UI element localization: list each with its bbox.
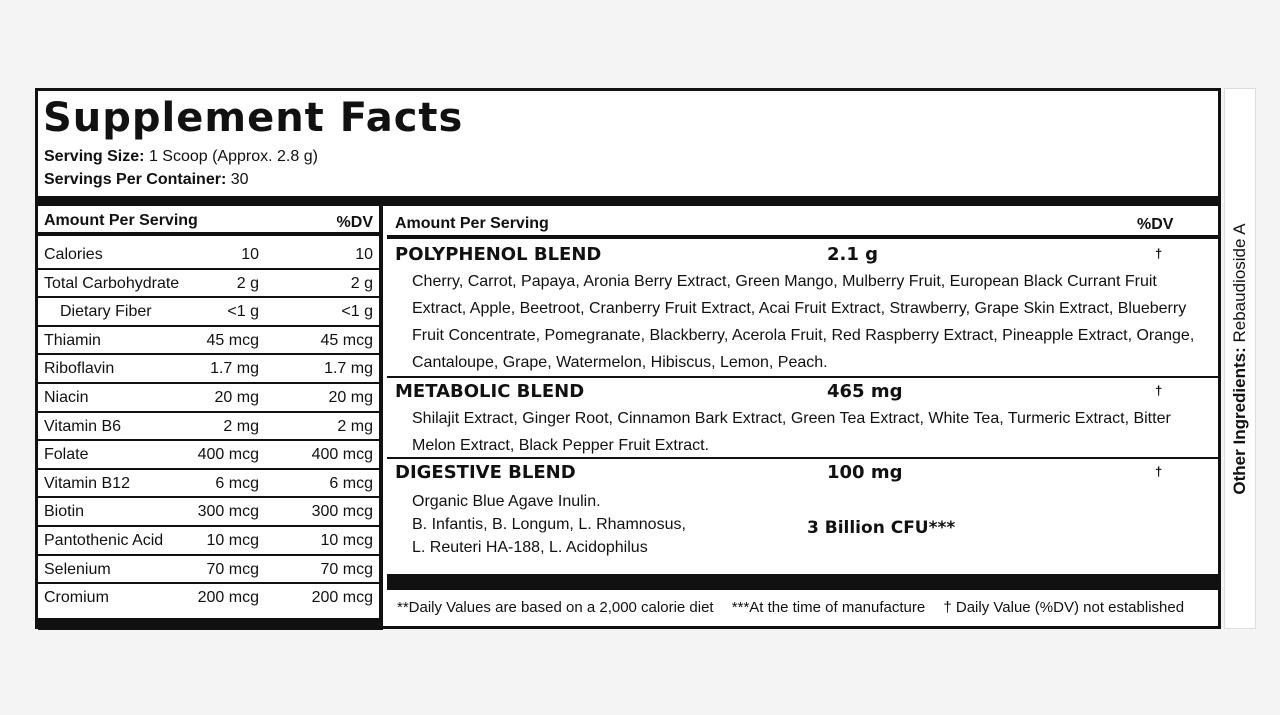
nutrient-dv: 6 mcg	[329, 474, 373, 492]
divider-bar	[38, 618, 383, 630]
table-row	[38, 355, 379, 384]
nutrient-name: Cromium	[44, 589, 109, 607]
blend-table-header	[387, 206, 1218, 239]
label-title: Supplement Facts	[43, 95, 464, 141]
nutrient-dv: 1.7 mg	[324, 360, 373, 378]
blend-table	[387, 206, 1218, 626]
ingredient-line: Organic Blue Agave Inulin.	[412, 493, 601, 510]
nutrient-amount: 200 mcg	[197, 589, 259, 607]
blend-amount: 100 mg	[827, 462, 903, 483]
nutrient-dv: 20 mg	[328, 388, 373, 406]
footnote: **Daily Values are based on a 2,000 calorie diet	[397, 599, 714, 616]
header-amount: Amount Per Serving	[44, 212, 198, 229]
nutrient-name: Biotin	[44, 503, 85, 521]
nutrient-amount: 1.7 mg	[210, 360, 259, 378]
nutrient-name: Thiamin	[44, 331, 101, 349]
blend-amount: 2.1 g	[827, 244, 879, 265]
divider-line	[387, 457, 1218, 459]
blend-dv: †	[1155, 246, 1163, 261]
table-row	[38, 270, 379, 299]
nutrient-dv: 10 mcg	[320, 531, 373, 549]
table-row	[38, 413, 379, 442]
nutrient-amount: 6 mcg	[215, 474, 259, 492]
header-dv: %DV	[336, 214, 373, 231]
nutrient-name: Dietary Fiber	[60, 303, 152, 321]
table-row	[38, 527, 379, 556]
servings-per-container-label: Servings Per Container:	[44, 171, 227, 188]
nutrient-name: Folate	[44, 446, 89, 464]
vitamin-table	[38, 206, 383, 626]
vitamin-rows	[38, 241, 379, 613]
nutrient-dv: 400 mcg	[311, 446, 373, 464]
table-row	[38, 470, 379, 499]
serving-size-value: 1 Scoop (Approx. 2.8 g)	[148, 148, 318, 165]
nutrient-amount: 2 mg	[223, 417, 259, 435]
divider-line	[387, 376, 1218, 378]
blend-ingredients: Cherry, Carrot, Papaya, Aronia Berry Extract, Green Mango, Mulberry Fruit, European Black Currant Fruit Extract, Apple, Beetroot, Cranberry Fruit Extract, Acai Fruit Extract, Strawberry, Grape Skin Extract, Blueberry Fruit Concentrate, Pomegranate, Blackberry, Acerola Fruit, Red Raspberry Extract, Pineapple Extract, Orange, Cantaloupe, Grape, Watermelon, Hibiscus, Lemon, Peach.	[412, 273, 1195, 371]
header-dv: %DV	[1137, 216, 1174, 233]
header-amount: Amount Per Serving	[395, 215, 549, 232]
blend-dv: †	[1155, 464, 1163, 479]
servings-per-container	[44, 170, 249, 190]
other-ingredients-label: Other Ingredients:	[1230, 346, 1249, 495]
supplement-facts-label	[35, 88, 1221, 629]
table-row	[38, 498, 379, 527]
nutrient-dv: 2 g	[350, 274, 373, 292]
nutrient-amount: 300 mcg	[197, 503, 259, 521]
nutrient-amount: <1 g	[227, 303, 259, 321]
nutrient-amount: 70 mcg	[206, 560, 259, 578]
nutrient-name: Riboflavin	[44, 360, 115, 378]
other-ingredients-value: Rebaudioside A	[1230, 222, 1249, 342]
nutrient-name: Total Carbohydrate	[44, 274, 180, 292]
nutrient-name: Niacin	[44, 388, 89, 406]
nutrient-amount: 400 mcg	[197, 446, 259, 464]
nutrient-amount: 45 mcg	[206, 331, 259, 349]
footnotes	[397, 599, 1227, 616]
nutrient-dv: 45 mcg	[320, 331, 373, 349]
divider-bar	[38, 196, 1218, 206]
blend-dv: †	[1155, 383, 1163, 398]
ingredient-line: B. Infantis, B. Longum, L. Rhamnosus,	[412, 516, 686, 533]
table-row	[38, 584, 379, 613]
nutrient-dv: 300 mcg	[311, 503, 373, 521]
nutrient-amount: 2 g	[236, 274, 259, 292]
other-ingredients-panel	[1224, 88, 1256, 629]
table-row	[38, 327, 379, 356]
table-row	[38, 384, 379, 413]
digestive-blend	[387, 462, 1218, 572]
nutrient-name: Vitamin B12	[44, 474, 130, 492]
nutrient-amount: 10 mcg	[206, 531, 259, 549]
metabolic-blend	[387, 381, 1218, 457]
blend-ingredients	[412, 490, 762, 559]
vitamin-table-header	[38, 206, 379, 236]
blend-name: METABOLIC BLEND	[395, 381, 585, 402]
nutrient-name: Selenium	[44, 560, 111, 578]
table-row	[38, 556, 379, 585]
nutrient-dv: <1 g	[341, 303, 373, 321]
nutrient-dv: 10	[355, 246, 373, 263]
cfu-count: 3 Billion CFU***	[807, 518, 956, 538]
nutrient-dv: 2 mg	[337, 417, 373, 435]
ingredient-line: L. Reuteri HA-188, L. Acidophilus	[412, 539, 648, 556]
serving-size-label: Serving Size:	[44, 148, 145, 165]
blend-name: POLYPHENOL BLEND	[395, 244, 602, 265]
blend-name: DIGESTIVE BLEND	[395, 462, 576, 483]
footnote: † Daily Value (%DV) not established	[943, 599, 1185, 616]
footnote: ***At the time of manufacture	[731, 599, 926, 616]
other-ingredients	[1230, 223, 1250, 494]
nutrient-name: Pantothenic Acid	[44, 531, 164, 549]
table-row	[38, 241, 379, 270]
nutrient-amount: 10	[241, 246, 259, 263]
nutrient-amount: 20 mg	[214, 388, 259, 406]
nutrient-dv: 200 mcg	[311, 589, 373, 607]
blend-amount: 465 mg	[827, 381, 903, 402]
serving-size	[44, 147, 318, 167]
table-row	[38, 298, 379, 327]
polyphenol-blend	[387, 244, 1218, 376]
table-row	[38, 441, 379, 470]
nutrient-name: Vitamin B6	[44, 417, 122, 435]
nutrient-name: Calories	[44, 246, 103, 263]
divider-bar	[387, 574, 1218, 590]
servings-per-container-value: 30	[230, 171, 249, 188]
nutrient-dv: 70 mcg	[320, 560, 373, 578]
blend-ingredients: Shilajit Extract, Ginger Root, Cinnamon Bark Extract, Green Tea Extract, White Tea, Turmeric Extract, Bitter Melon Extract, Black Pepper Fruit Extract.	[412, 410, 1171, 454]
